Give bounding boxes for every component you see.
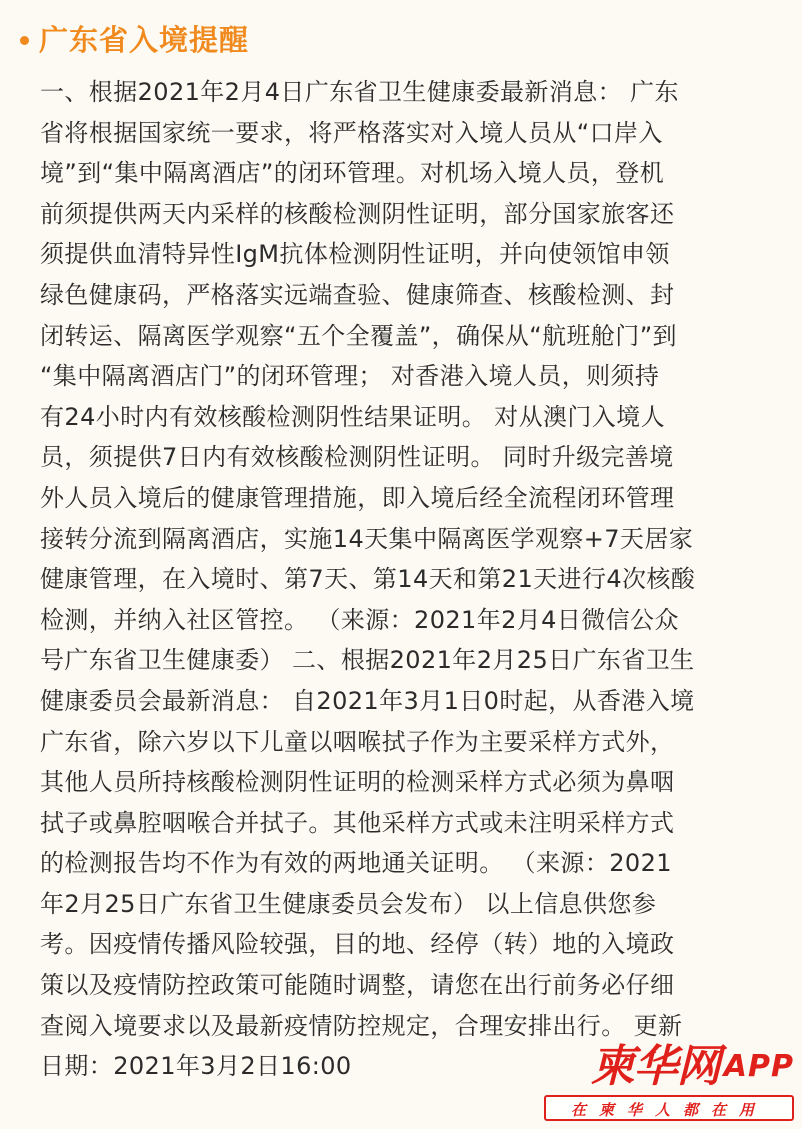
- text-line: 拭子或鼻腔咽喉合并拭子。其他采样方式或未注明采样方式: [40, 808, 675, 837]
- watermark-app-label: APP: [723, 1049, 794, 1084]
- section-header: [14, 14, 249, 66]
- brand-watermark: [538, 1041, 794, 1121]
- text-line: 年2月25日广东省卫生健康委员会发布） 以上信息供您参: [40, 889, 657, 918]
- text-line: 考。因疫情传播风险较强，目的地、经停（转）地的入境政: [40, 930, 675, 959]
- text-line: 日期：2021年3月2日16:00: [40, 1052, 352, 1081]
- text-line: 策以及疫情防控政策可能随时调整，请您在出行前务必仔细: [40, 971, 675, 1000]
- text-line: 健康委员会最新消息： 自2021年3月1日0时起，从香港入境: [40, 686, 695, 715]
- text-line: 检测，并纳入社区管控。 （来源：2021年2月4日微信公众: [40, 605, 679, 634]
- section-title: 广东省入境提醒: [39, 23, 250, 57]
- bullet-dot-icon: [20, 36, 29, 45]
- notice-body: [40, 72, 780, 1087]
- text-line: 闭转运、隔离医学观察“五个全覆盖”，确保从“航班舱门”到: [40, 321, 677, 350]
- text-line: 接转分流到隔离酒店，实施14天集中隔离医学观察+7天居家: [40, 524, 694, 553]
- text-line: 有24小时内有效核酸检测阴性结果证明。 对从澳门入境人: [40, 402, 665, 431]
- text-line: “集中隔离酒店门”的闭环管理； 对香港入境人员，则须持: [40, 362, 660, 391]
- text-line: 外人员入境后的健康管理措施，即入境后经全流程闭环管理: [40, 483, 675, 512]
- text-line: 健康管理，在入境时、第7天、第14天和第21天进行4次核酸: [40, 565, 696, 594]
- watermark-brand-name: 柬华网: [590, 1041, 720, 1092]
- text-line: 广东省，除六岁以下儿童以咽喉拭子作为主要采样方式外，: [40, 727, 675, 756]
- watermark-logo: [591, 1041, 794, 1093]
- text-line: 一、根据2021年2月4日广东省卫生健康委最新消息： 广东: [40, 78, 679, 106]
- text-line: 境”到“集中隔离酒店”的闭环管理。对机场入境人员，登机: [40, 159, 665, 188]
- text-line: 绿色健康码，严格落实远端查验、健康筛查、核酸检测、封: [40, 280, 675, 309]
- text-line: 的检测报告均不作为有效的两地通关证明。 （来源：2021: [40, 849, 672, 878]
- text-line: 其他人员所持核酸检测阴性证明的检测采样方式必须为鼻咽: [40, 768, 675, 797]
- text-line: 员，须提供7日内有效核酸检测阴性证明。 同时升级完善境: [40, 443, 674, 472]
- text-line: 查阅入境要求以及最新疫情防控规定，合理安排出行。 更新: [40, 1011, 683, 1040]
- text-line: 须提供血清特异性IgM抗体检测阴性证明，并向使领馆申领: [40, 240, 670, 269]
- text-line: 省将根据国家统一要求，将严格落实对入境人员从“口岸入: [40, 118, 663, 147]
- watermark-slogan: 在柬华人都在用: [544, 1095, 794, 1121]
- text-line: 前须提供两天内采样的核酸检测阴性证明，部分国家旅客还: [40, 199, 675, 228]
- text-line: 号广东省卫生健康委） 二、根据2021年2月25日广东省卫生: [40, 646, 695, 675]
